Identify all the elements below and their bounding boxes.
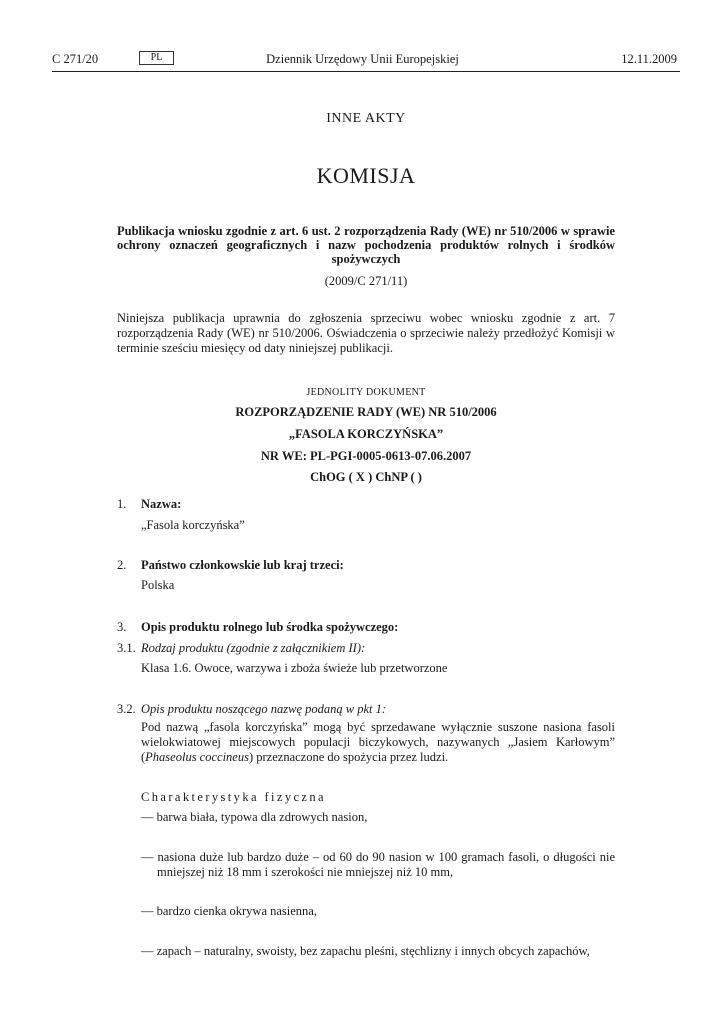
designation-type: ChOG ( X ) ChNP ( ) xyxy=(310,470,422,484)
bullet-item: — nasiona duże lub bardzo duże – od 60 do 90 nasion w 100 gramach fasoli, o długości nie mniejszej niż 18 mm i szerokości nie mniejszej niż 10 mm, xyxy=(141,850,615,879)
subsection-number: 3.2. xyxy=(117,702,136,716)
bullet-item: — bardzo cienka okrywa nasienna, xyxy=(141,904,317,918)
physical-characteristics-heading: Charakterystyka fizyczna xyxy=(141,790,326,804)
section-number: 1. xyxy=(117,497,127,511)
ec-number: NR WE: PL-PGI-0005-0613-07.06.2007 xyxy=(260,449,472,463)
single-document-label: JEDNOLITY DOKUMENT xyxy=(306,387,426,398)
regulation-title: ROZPORZĄDZENIE RADY (WE) NR 510/2006 xyxy=(235,405,497,419)
journal-date: 12.11.2009 xyxy=(621,52,677,66)
product-description: Pod nazwą „fasola korczyńska” mogą być sprzedawane wyłącznie suszone nasiona fasoli wielokwiatowej miejscowych populacji biczykowych, nazywanych „Jasiem Karłowym” (Phaseolus coccineus) przeznaczone do spożycia przez ludzi. xyxy=(141,720,615,764)
subsection-number: 3.1. xyxy=(117,641,136,655)
language-badge: PL xyxy=(139,51,174,65)
publication-reference: (2009/C 271/11) xyxy=(324,274,408,288)
section-number: 3. xyxy=(117,620,127,634)
journal-reference: C 271/20 xyxy=(52,52,99,66)
section-heading: Opis produktu rolnego lub środka spożywczego: xyxy=(141,620,399,634)
publication-title: Publikacja wniosku zgodnie z art. 6 ust. 2 rozporządzenia Rady (WE) nr 510/2006 w sprawie ochrony oznaczeń geograficznych i nazw pochodzenia produktów rolnych i środków spożywczych xyxy=(117,224,615,266)
section-text: „Fasola korczyńska” xyxy=(141,518,245,532)
section-text: Polska xyxy=(141,578,175,592)
header-divider xyxy=(52,71,680,72)
journal-title: Dziennik Urzędowy Unii Europejskiej xyxy=(266,52,459,66)
bullet-item: — barwa biała, typowa dla zdrowych nasion, xyxy=(141,810,368,824)
product-name-title: „FASOLA KORCZYŃSKA” xyxy=(288,427,444,441)
institution-title: KOMISJA xyxy=(316,163,416,188)
subsection-heading: Opis produktu noszącego nazwę podaną w pkt 1: xyxy=(141,702,387,716)
subsection-text: Klasa 1.6. Owoce, warzywa i zboża świeże lub przetworzone xyxy=(141,661,448,675)
objection-notice: Niniejsza publikacja uprawnia do zgłoszenia sprzeciwu wobec wniosku zgodnie z art. 7 rozporządzenia Rady (WE) nr 510/2006. Oświadczenia o sprzeciwie należy przedłożyć Komisji w terminie sześciu miesięcy od daty niniejszej publikacji. xyxy=(117,311,615,355)
bullet-item: — zapach – naturalny, swoisty, bez zapachu pleśni, stęchlizny i innych obcych zapachów, xyxy=(141,944,590,958)
subsection-heading: Rodzaj produktu (zgodnie z załącznikiem II): xyxy=(141,641,366,655)
section-heading: Nazwa: xyxy=(141,497,182,511)
section-heading: Państwo członkowskie lub kraj trzeci: xyxy=(141,558,344,572)
section-title: INNE AKTY xyxy=(326,111,406,126)
section-number: 2. xyxy=(117,558,127,572)
